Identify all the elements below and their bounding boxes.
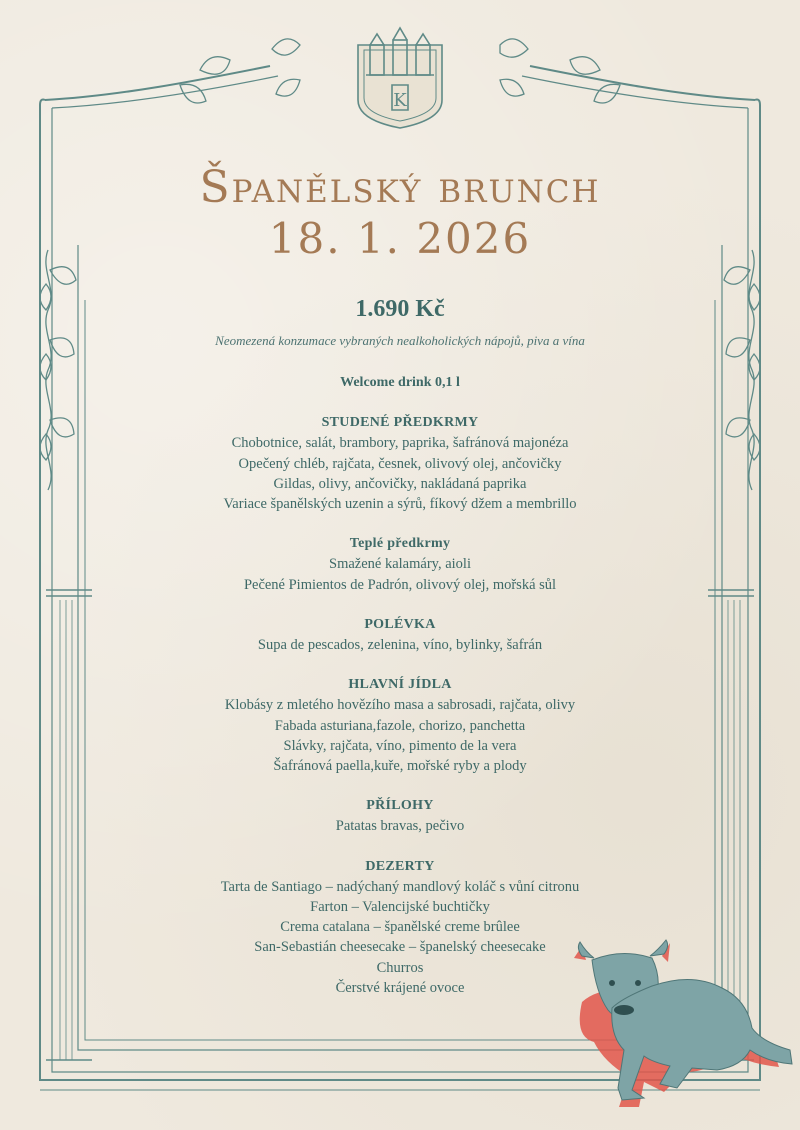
page-title: Španělský brunch: [199, 162, 601, 213]
price: 1.690 Kč: [355, 296, 445, 322]
menu-item: Farton – Valencijské buchtičky: [310, 899, 490, 916]
menu-item: Patatas bravas, pečivo: [335, 818, 465, 835]
event-date: 18. 1. 2026: [268, 214, 532, 263]
menu-item: Gildas, olivy, ančovičky, nakládaná paprika: [273, 475, 527, 492]
section-heading: STUDENÉ PŘEDKRMY: [321, 415, 479, 431]
menu-item: Čerstvé krájené ovoce: [335, 979, 465, 996]
svg-text:K: K: [393, 90, 407, 111]
menu-item: Supa de pescados, zelenina, víno, bylinky, šafrán: [257, 637, 543, 654]
section-heading: DEZERTY: [365, 858, 435, 874]
menu-list: [0, 373, 800, 1018]
menu-item: Churros: [376, 959, 424, 976]
section-heading: POLÉVKA: [364, 616, 436, 632]
menu-item: San-Sebastián cheesecake – španelský cheesecake: [254, 939, 546, 956]
menu-item: Smažené kalamáry, aioli: [329, 556, 471, 573]
section-main-courses: [0, 675, 800, 776]
castle-crest-icon: [358, 28, 442, 128]
section-sides: [0, 796, 800, 836]
menu-item: Variace španělských uzenin a sýrů, fíkový džem a membrillo: [223, 496, 577, 513]
menu-item: Fabada asturiana,fazole, chorizo, panchetta: [274, 717, 526, 734]
bull-illustration-icon: [552, 938, 797, 1108]
menu-item: Tarta de Santiago – nadýchaný mandlový koláč s vůní citronu: [220, 878, 580, 895]
menu-item: Slávky, rajčata, víno, pimento de la vera: [283, 737, 517, 754]
menu-item: Pečené Pimientos de Padrón, olivový olej, mořská sůl: [243, 576, 557, 593]
section-cold-starters: [0, 413, 800, 514]
menu-item: Crema catalana – španělské creme brûlee: [280, 919, 520, 936]
section-heading: Teplé předkrmy: [349, 536, 451, 552]
menu-item: Opečený chléb, rajčata, česnek, olivový olej, ančovičky: [238, 455, 562, 472]
menu-item: Klobásy z mletého hovězího masa a sabrosadi, rajčata, olivy: [224, 697, 576, 714]
section-soup: [0, 615, 800, 655]
menu-item: Šafránová paella,kuře, mořské ryby a plody: [273, 758, 527, 775]
section-warm-starters: [0, 534, 800, 595]
menu-item: Chobotnice, salát, brambory, paprika, šafránová majonéza: [231, 435, 569, 452]
price-note: Neomezená konzumace vybraných nealkoholických nápojů, piva a vína: [215, 333, 585, 348]
section-heading: HLAVNÍ JÍDLA: [348, 677, 452, 693]
welcome-drink: Welcome drink 0,1 l: [340, 375, 460, 390]
section-heading: PŘÍLOHY: [366, 798, 434, 814]
